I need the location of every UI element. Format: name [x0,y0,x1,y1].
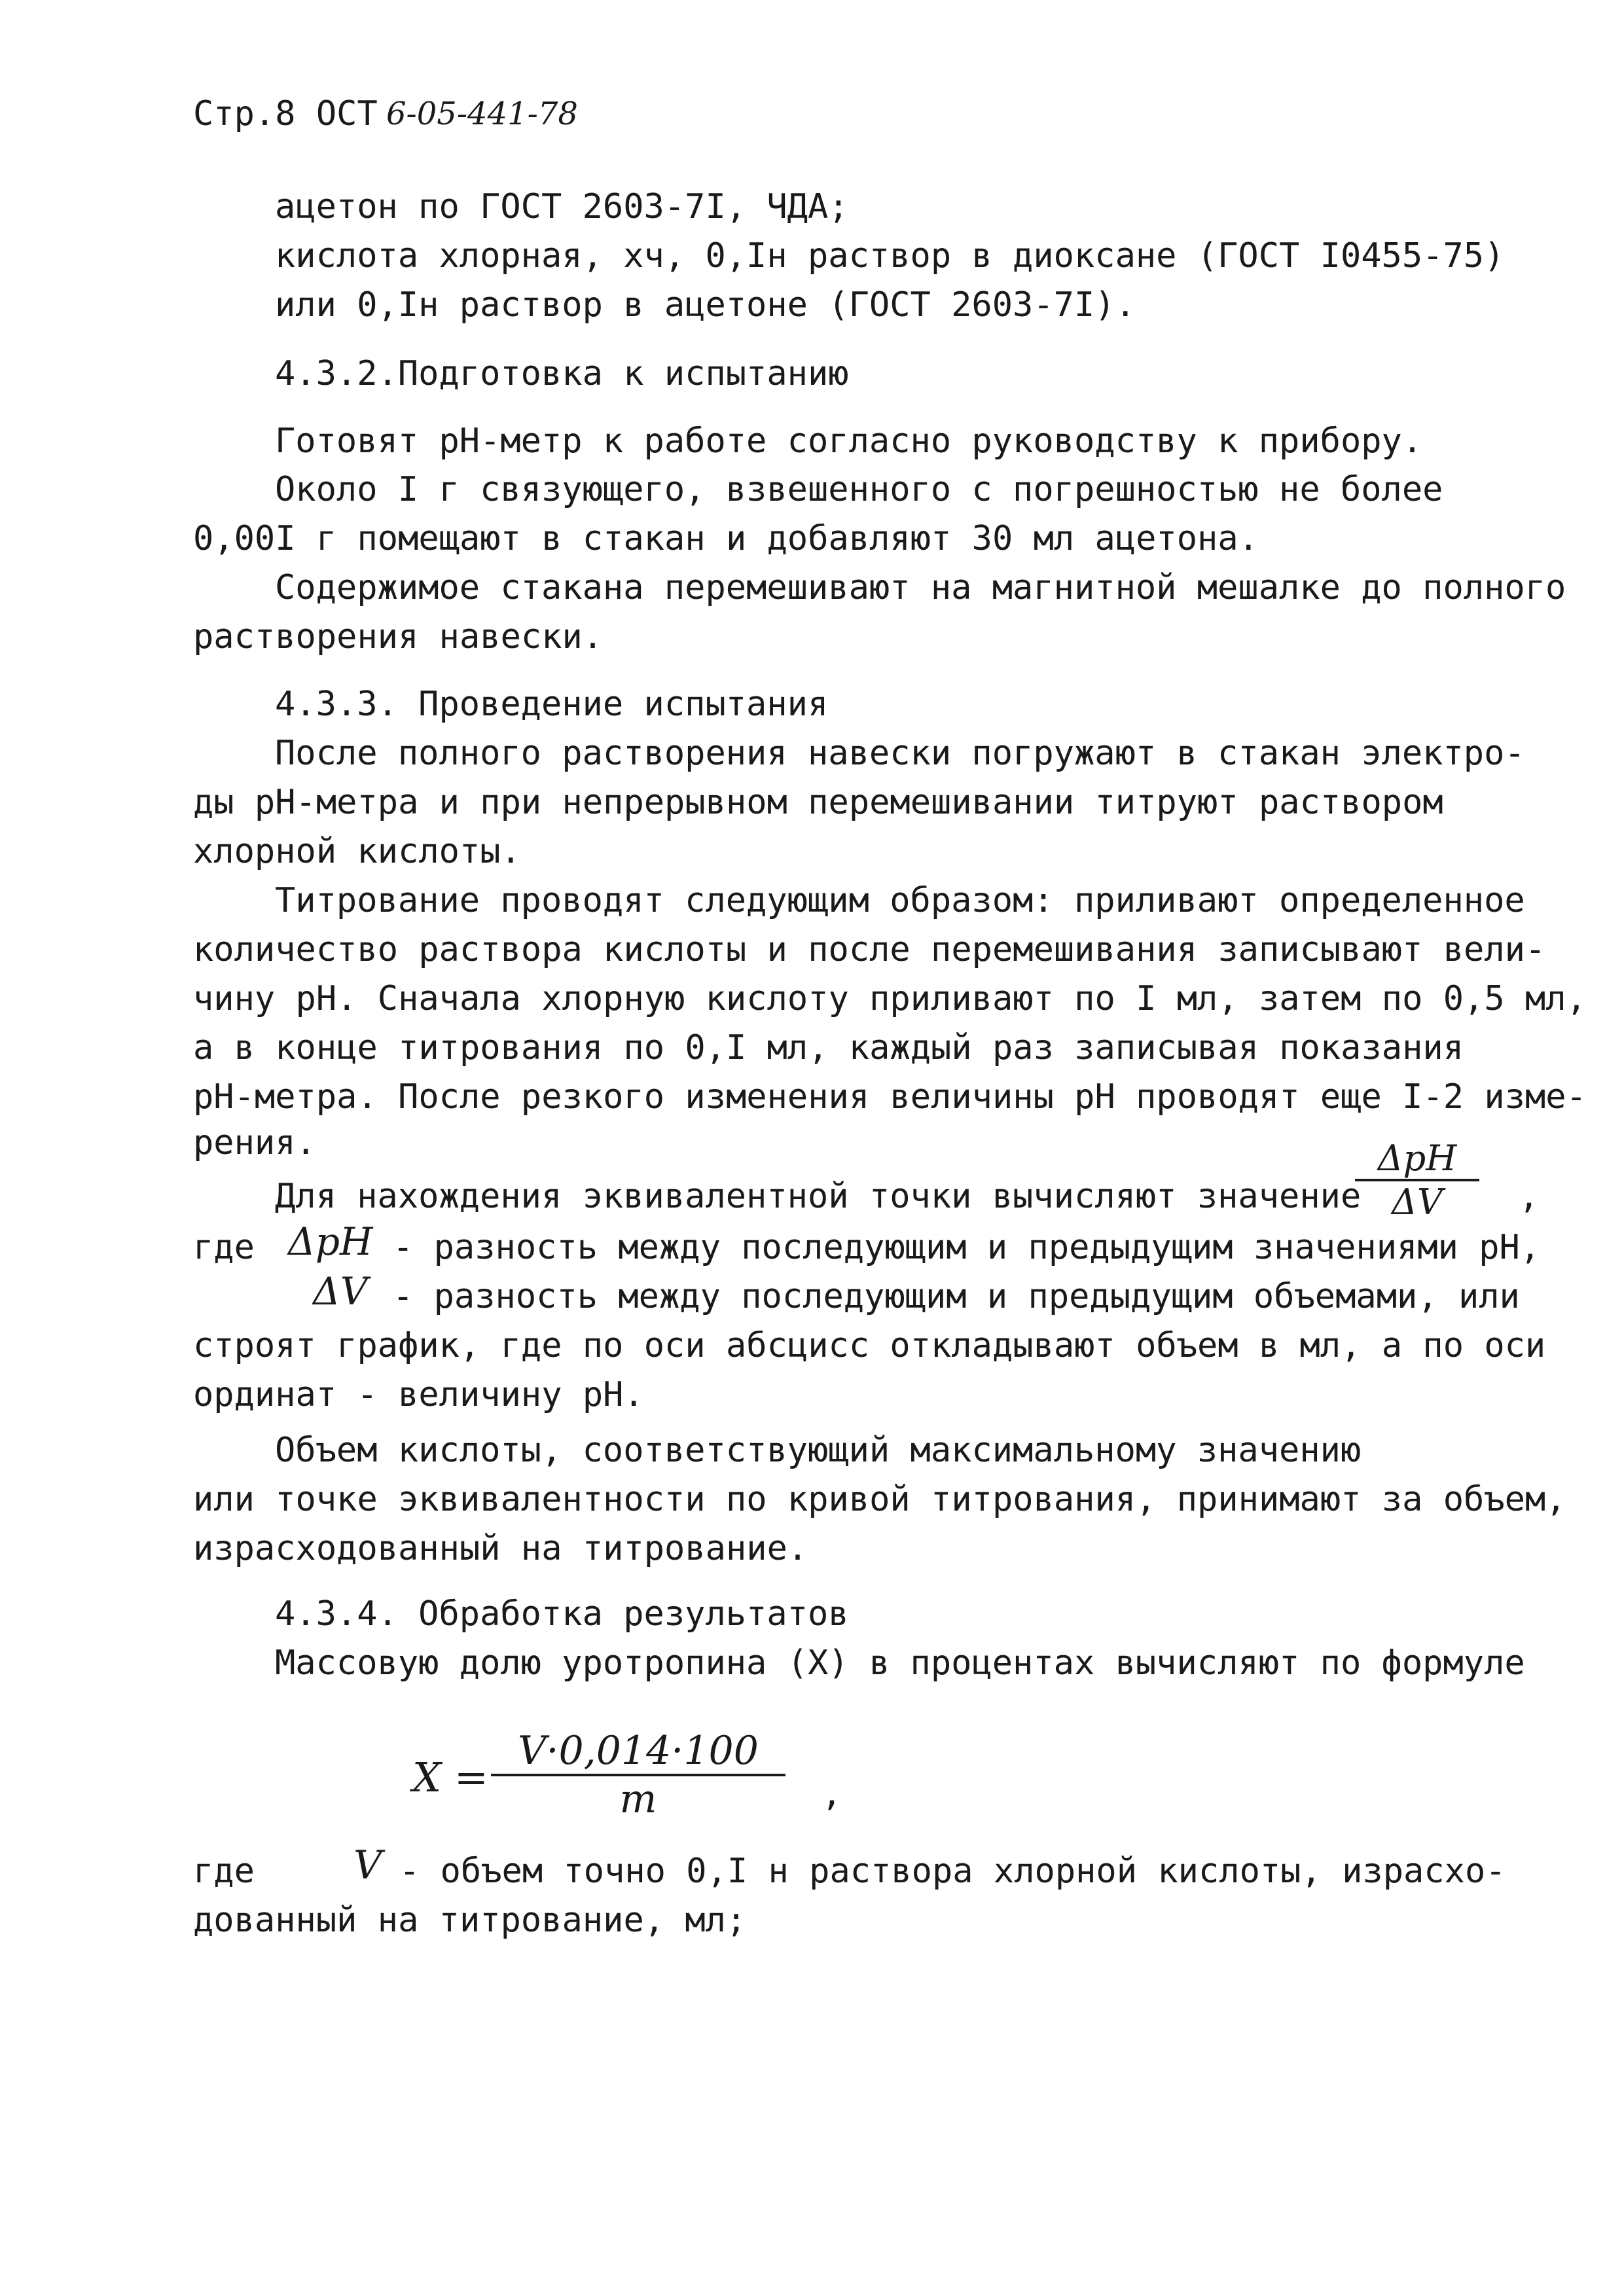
delta-ph-over-delta-v-fraction [1355,1138,1479,1223]
text-line: - объем точно 0,I н раствора хлорной кислоты, израсхо- [399,1852,1506,1891]
page-label: Стр.8 ОСТ [193,94,378,134]
text-line: Титрование проводят следующим образом: приливают определенное [275,881,1525,920]
comma: , [1519,1177,1540,1216]
text-line: израсходованный на титрование. [193,1529,808,1568]
text-line: количество раствора кислоты и после перемешивания записывают вели- [193,930,1546,969]
section-heading: 4.3.3. Проведение испытания [275,685,829,724]
text-line: а в конце титрования по 0,I мл, каждый раз записывая показания [193,1028,1464,1067]
text-line: Объем кислоты, соответствующий максимальному значению [275,1431,1362,1470]
text-line: растворения навески. [193,617,604,656]
text-line: или 0,Iн раствор в ацетоне (ГОСТ 2603-7I). [275,285,1136,325]
text-line: или точке эквивалентности по кривой титрования, принимают за объем, [193,1480,1566,1519]
formula-numerator: V·0,014·100 [518,1728,759,1774]
formula-fraction [491,1728,785,1822]
text-line: ды рН-метра и при непрерывном перемешивании титруют раствором [193,783,1443,822]
delta-ph-symbol: ΔpH [288,1219,373,1264]
text-line: строят график, где по оси абсцисс откладывают объем в мл, а по оси [193,1326,1546,1365]
text-line: чину рН. Сначала хлорную кислоту приливают по I мл, затем по 0,5 мл, [193,979,1587,1018]
delta-v-handwritten: ΔV [1392,1181,1443,1223]
text-line: где [193,1852,255,1891]
text-line: - разность между последующим и предыдущим значениями рН, [393,1228,1541,1267]
text-line: ординат - величину рН. [193,1375,644,1414]
section-heading: 4.3.2.Подготовка к испытанию [275,354,849,393]
text-line: Около I г связующего, взвешенного с погрешностью не более [275,470,1443,509]
text-line: рН-метра. После резкого изменения величины рН проводят еще I-2 изме- [193,1077,1587,1117]
text-line: Содержимое стакана перемешивают на магнитной мешалке до полного [275,568,1566,607]
formula-lhs: X = [412,1753,488,1801]
v-symbol: V [353,1842,382,1888]
text-line: ацетон по ГОСТ 2603-7I, ЧДА; [275,187,849,226]
text-line: рения. [193,1123,316,1162]
text-line: Массовую долю уротропина (X) в процентах вычисляют по формуле [275,1643,1525,1683]
text-line: хлорной кислоты. [193,832,521,871]
doc-number-handwritten: 6-05-441-78 [386,96,578,132]
text-line: Для нахождения эквивалентной точки вычисляют значение [275,1177,1362,1216]
text-line: - разность между последующим и предыдущим объемами, или [393,1277,1520,1316]
text-line: где [193,1228,255,1267]
delta-ph-handwritten: ΔpH [1377,1138,1457,1179]
formula-denominator: m [619,1776,657,1822]
text-line: кислота хлорная, хч, 0,Iн раствор в диоксане (ГОСТ I0455-75) [275,236,1505,276]
formula-comma: , [821,1774,842,1814]
text-line: дованный на титрование, мл; [193,1901,747,1940]
text-line: После полного растворения навески погружают в стакан электро- [275,734,1525,773]
text-line: 0,00I г помещают в стакан и добавляют 30 мл ацетона. [193,519,1259,558]
delta-v-symbol: ΔV [313,1269,368,1314]
section-heading: 4.3.4. Обработка результатов [275,1594,849,1634]
text-line: Готовят рН-метр к работе согласно руководству к прибору. [275,422,1423,461]
